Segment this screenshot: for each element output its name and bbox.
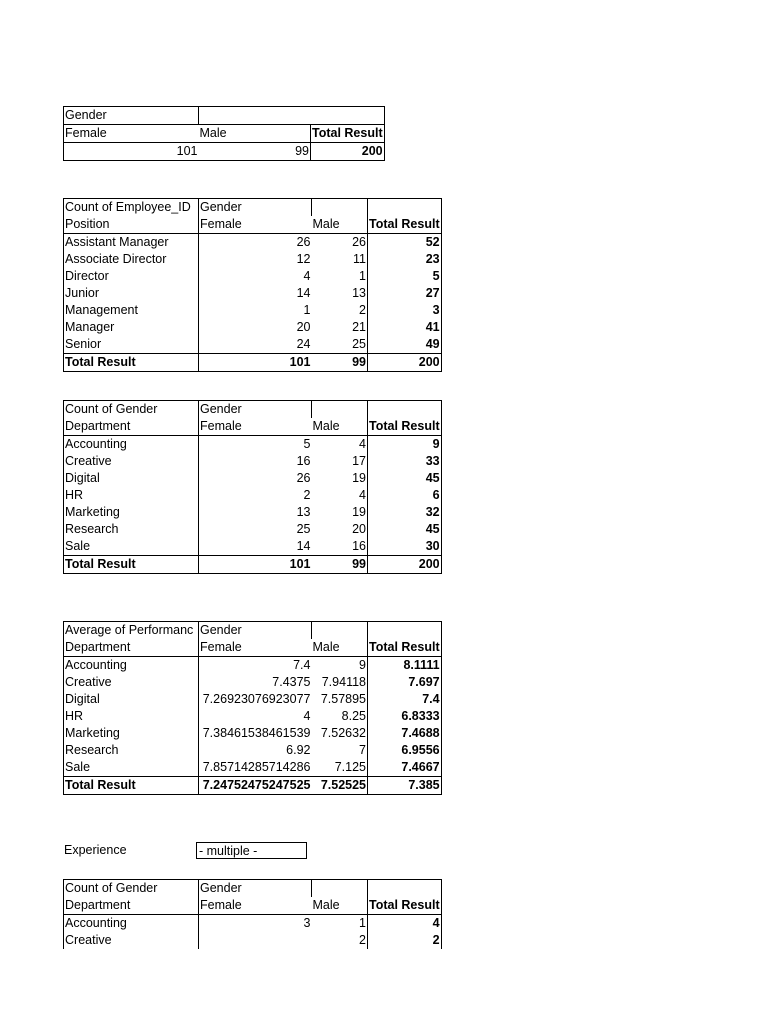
- total-value-cell: 200: [368, 556, 442, 574]
- row-label-cell: Associate Director: [64, 251, 199, 268]
- empty-cell: [312, 622, 368, 640]
- total-value-cell: 23: [368, 251, 442, 268]
- empty-cell: [312, 880, 368, 898]
- table-row: [64, 302, 442, 319]
- female-value-cell: [199, 932, 312, 949]
- position-col-male: Male: [312, 216, 368, 234]
- department-count-col-female: Female: [199, 418, 312, 436]
- total-value-cell: 7.4: [368, 691, 442, 708]
- table-row: [64, 932, 442, 949]
- total-value-cell: 5: [368, 268, 442, 285]
- gender-summary-female-value: 101: [64, 143, 199, 161]
- empty-cell: [368, 880, 442, 898]
- empty-cell: [368, 401, 442, 419]
- department-count-col-total: Total Result: [368, 418, 442, 436]
- female-value-cell: 6.92: [286, 743, 311, 757]
- female-value-cell: 4: [303, 269, 311, 283]
- row-label-cell: Creative: [64, 674, 199, 691]
- experience-pivot-table: [63, 879, 442, 949]
- total-value-cell: 52: [368, 234, 442, 252]
- table-row: [64, 319, 442, 336]
- female-value-cell: 24: [296, 337, 311, 351]
- row-label-cell: Total Result: [64, 354, 199, 372]
- male-value-cell: 7.94118: [312, 674, 368, 691]
- female-value-cell: 2: [303, 488, 311, 502]
- male-value-cell: 1: [312, 915, 368, 933]
- performance-col-total: Total Result: [368, 639, 442, 657]
- table-row: [64, 708, 442, 725]
- male-value-cell: 19: [312, 504, 368, 521]
- male-value-cell: 7: [312, 742, 368, 759]
- table-row: [64, 436, 442, 454]
- row-label-cell: HR: [64, 708, 199, 725]
- total-row: [64, 777, 442, 795]
- male-value-cell: 4: [312, 487, 368, 504]
- table-row: [64, 268, 442, 285]
- table-row: [64, 453, 442, 470]
- gender-summary-female-label: Female: [64, 125, 199, 143]
- department-count-col-male: Male: [312, 418, 368, 436]
- row-label-cell: Research: [64, 742, 199, 759]
- female-value-cell: 12: [296, 252, 311, 266]
- row-label-cell: Sale: [64, 759, 199, 777]
- row-label-cell: Marketing: [64, 504, 199, 521]
- position-row-field: Position: [64, 216, 199, 234]
- female-value-cell: 3: [303, 916, 311, 930]
- row-label-cell: Sale: [64, 538, 199, 556]
- total-value-cell: 6.9556: [368, 742, 442, 759]
- total-value-cell: 7.4688: [368, 725, 442, 742]
- male-value-cell: 99: [312, 354, 368, 372]
- male-value-cell: 4: [312, 436, 368, 454]
- department-count-corner-label: Count of Gender: [64, 401, 199, 419]
- female-value-cell: 7.4375: [272, 675, 311, 689]
- row-label-cell: Total Result: [64, 777, 199, 795]
- total-value-cell: 9: [368, 436, 442, 454]
- male-value-cell: 7.52525: [312, 777, 368, 795]
- male-value-cell: 17: [312, 453, 368, 470]
- empty-cell: [312, 199, 368, 217]
- male-value-cell: 20: [312, 521, 368, 538]
- empty-cell: [368, 199, 442, 217]
- gender-summary-total-value: 200: [311, 143, 385, 161]
- male-value-cell: 1: [312, 268, 368, 285]
- position-pivot-table: [63, 198, 442, 372]
- department-count-col-field: Gender: [199, 401, 312, 419]
- experience-col-field: Gender: [199, 880, 312, 898]
- position-corner-label: Count of Employee_ID: [64, 199, 199, 217]
- row-label-cell: Creative: [64, 932, 199, 949]
- female-value-cell: 101: [199, 354, 312, 372]
- female-value-cell: 26: [296, 235, 311, 249]
- experience-corner-label: Count of Gender: [64, 880, 199, 898]
- table-row: [64, 674, 442, 691]
- total-value-cell: 4: [368, 915, 442, 933]
- total-row: [64, 354, 442, 372]
- total-value-cell: 45: [368, 521, 442, 538]
- experience-row-field: Department: [64, 897, 199, 915]
- table-row: [64, 470, 442, 487]
- total-value-cell: 7.4667: [368, 759, 442, 777]
- performance-corner-label: Average of Performanc: [64, 622, 199, 640]
- female-value-cell: 25: [296, 522, 311, 536]
- total-value-cell: 200: [368, 354, 442, 372]
- table-row: [64, 487, 442, 504]
- table-row: [64, 251, 442, 268]
- performance-col-field: Gender: [199, 622, 312, 640]
- total-value-cell: 2: [368, 932, 442, 949]
- table-row: [64, 657, 442, 675]
- row-label-cell: Creative: [64, 453, 199, 470]
- performance-row-field: Department: [64, 639, 199, 657]
- male-value-cell: 26: [312, 234, 368, 252]
- table-row: [64, 521, 442, 538]
- female-value-cell: 20: [296, 320, 311, 334]
- performance-pivot-table: [63, 621, 442, 795]
- male-value-cell: 11: [312, 251, 368, 268]
- total-value-cell: 6.8333: [368, 708, 442, 725]
- male-value-cell: 2: [312, 932, 368, 949]
- experience-col-total: Total Result: [368, 897, 442, 915]
- female-value-cell: 7.38461538461539: [202, 726, 311, 740]
- male-value-cell: 13: [312, 285, 368, 302]
- gender-summary-title: Gender: [64, 107, 199, 125]
- total-value-cell: 32: [368, 504, 442, 521]
- female-value-cell: 7.24752475247525: [199, 777, 312, 795]
- total-value-cell: 8.1111: [368, 657, 442, 675]
- male-value-cell: 25: [312, 336, 368, 354]
- female-value-cell: 1: [303, 303, 311, 317]
- row-label-cell: Accounting: [64, 915, 199, 933]
- female-value-cell: 7.4: [293, 658, 311, 672]
- row-label-cell: Total Result: [64, 556, 199, 574]
- experience-col-male: Male: [312, 897, 368, 915]
- female-value-cell: 7.85714285714286: [202, 760, 311, 774]
- female-value-cell: 5: [303, 437, 311, 451]
- total-row: [64, 556, 442, 574]
- total-value-cell: 30: [368, 538, 442, 556]
- gender-summary-male-value: 99: [199, 143, 311, 161]
- female-value-cell: 101: [199, 556, 312, 574]
- male-value-cell: 99: [312, 556, 368, 574]
- male-value-cell: 7.125: [312, 759, 368, 777]
- total-value-cell: 33: [368, 453, 442, 470]
- row-label-cell: Management: [64, 302, 199, 319]
- row-label-cell: Director: [64, 268, 199, 285]
- table-row: [64, 742, 442, 759]
- female-value-cell: 4: [303, 709, 311, 723]
- department-count-row-field: Department: [64, 418, 199, 436]
- gender-summary-male-label: Male: [199, 125, 311, 143]
- male-value-cell: 19: [312, 470, 368, 487]
- table-row: [64, 691, 442, 708]
- row-label-cell: Accounting: [64, 657, 199, 675]
- table-row: [64, 234, 442, 252]
- table-row: [64, 285, 442, 302]
- male-value-cell: 2: [312, 302, 368, 319]
- experience-filter-label: Experience: [64, 843, 127, 857]
- position-col-total: Total Result: [368, 216, 442, 234]
- total-value-cell: 7.385: [368, 777, 442, 795]
- experience-rows: [64, 915, 442, 950]
- position-rows: [64, 234, 442, 354]
- total-value-cell: 7.697: [368, 674, 442, 691]
- row-label-cell: Assistant Manager: [64, 234, 199, 252]
- performance-rows: [64, 657, 442, 777]
- empty-cell: [312, 401, 368, 419]
- total-value-cell: 49: [368, 336, 442, 354]
- female-value-cell: 14: [296, 539, 311, 553]
- position-col-field: Gender: [199, 199, 312, 217]
- experience-filter-dropdown[interactable]: - multiple -: [196, 842, 307, 859]
- department-count-pivot-table: [63, 400, 442, 574]
- total-value-cell: 45: [368, 470, 442, 487]
- row-label-cell: Manager: [64, 319, 199, 336]
- male-value-cell: 8.25: [312, 708, 368, 725]
- table-row: [64, 336, 442, 354]
- female-value-cell: 7.26923076923077: [202, 692, 311, 706]
- table-row: [64, 759, 442, 777]
- total-value-cell: 3: [368, 302, 442, 319]
- row-label-cell: Digital: [64, 691, 199, 708]
- row-label-cell: Marketing: [64, 725, 199, 742]
- row-label-cell: Senior: [64, 336, 199, 354]
- position-col-female: Female: [199, 216, 312, 234]
- row-label-cell: Junior: [64, 285, 199, 302]
- row-label-cell: HR: [64, 487, 199, 504]
- performance-col-male: Male: [312, 639, 368, 657]
- female-value-cell: 14: [296, 286, 311, 300]
- row-label-cell: Digital: [64, 470, 199, 487]
- table-row: [64, 538, 442, 556]
- female-value-cell: 16: [296, 454, 311, 468]
- total-value-cell: 27: [368, 285, 442, 302]
- table-row: [64, 915, 442, 933]
- row-label-cell: Research: [64, 521, 199, 538]
- total-value-cell: 6: [368, 487, 442, 504]
- male-value-cell: 7.52632: [312, 725, 368, 742]
- male-value-cell: 7.57895: [312, 691, 368, 708]
- gender-summary-table: [63, 106, 385, 161]
- gender-summary-total-label: Total Result: [311, 125, 385, 143]
- male-value-cell: 9: [312, 657, 368, 675]
- empty-cell: [368, 622, 442, 640]
- male-value-cell: 16: [312, 538, 368, 556]
- table-row: [64, 504, 442, 521]
- performance-col-female: Female: [199, 639, 312, 657]
- table-row: [64, 725, 442, 742]
- female-value-cell: 26: [296, 471, 311, 485]
- department-count-rows: [64, 436, 442, 556]
- female-value-cell: 13: [296, 505, 311, 519]
- male-value-cell: 21: [312, 319, 368, 336]
- total-value-cell: 41: [368, 319, 442, 336]
- experience-col-female: Female: [199, 897, 312, 915]
- row-label-cell: Accounting: [64, 436, 199, 454]
- empty-cell: [199, 107, 385, 125]
